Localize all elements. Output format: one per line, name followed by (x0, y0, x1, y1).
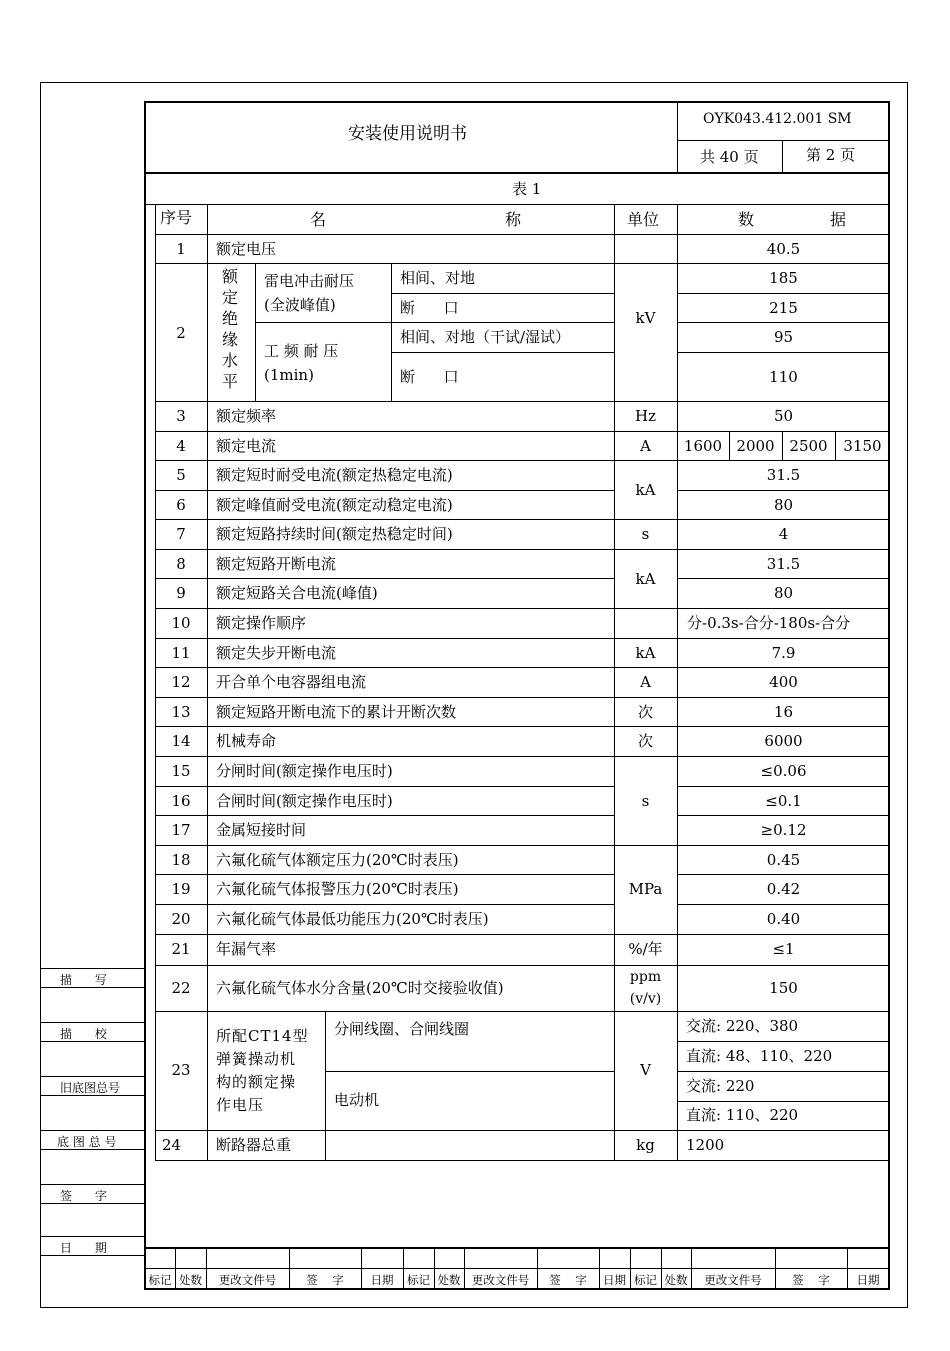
row-13-unit: 次 (637, 703, 653, 721)
row-4-value-1: 1600 (683, 437, 723, 455)
row-5-6-unit: kA (635, 481, 656, 499)
col-data-left: 数 (738, 210, 755, 229)
row-2-powerfreq-sub: (1min) (264, 366, 314, 384)
row-2-value-4: 110 (769, 368, 798, 386)
side-label-sign: 签 字 (60, 1189, 107, 1203)
row-14-name: 机械寿命 (216, 732, 277, 750)
row-2-phase-ground-wet: 相间、对地（干试/湿试） (400, 328, 571, 346)
row-23-coil-ac: 交流: 220、380 (686, 1017, 799, 1035)
row-23-motor-dc: 直流: 110、220 (686, 1106, 799, 1124)
side-label-base-no: 底 图 总 号 (57, 1135, 117, 1149)
row-15-value: ≤0.06 (760, 762, 807, 780)
row-22-value: 150 (769, 979, 798, 997)
row-5-name: 额定短时耐受电流(额定热稳定电流) (216, 466, 453, 484)
footer-date-3: 日期 (856, 1273, 880, 1287)
footer-change-doc-2: 更改文件号 (471, 1273, 530, 1287)
document-title: 安装使用说明书 (348, 124, 467, 144)
row-23-coil-dc: 直流: 48、110、220 (686, 1047, 833, 1065)
row-1-name: 额定电压 (216, 240, 277, 258)
row-21-unit: %/年 (628, 940, 663, 958)
row-6-value: 80 (773, 496, 794, 514)
row-13-value: 16 (773, 703, 794, 721)
row-8-name: 额定短路开断电流 (216, 555, 337, 573)
footer-mark-3: 标记 (634, 1273, 657, 1287)
row-1-value: 40.5 (766, 240, 801, 258)
row-23-name-line-1: 所配CT14型 (216, 1027, 309, 1045)
row-23-motor-ac: 交流: 220 (686, 1077, 755, 1095)
row-2-lightning-sub: (全波峰值) (264, 296, 336, 314)
side-label-old-base: 旧底图总号 (60, 1081, 121, 1095)
row-18-no: 18 (171, 851, 191, 869)
row-16-name: 合闸时间(额定操作电压时) (216, 792, 393, 810)
footer-mark-2: 标记 (407, 1273, 430, 1287)
row-3-unit: Hz (635, 407, 656, 425)
row-21-no: 21 (171, 940, 191, 958)
row-14-value: 6000 (764, 732, 803, 750)
row-2-break-b: 断 口 (400, 368, 459, 386)
col-data-right: 据 (830, 210, 847, 229)
row-14-unit: 次 (637, 732, 653, 750)
row-15-name: 分闸时间(额定操作电压时) (216, 762, 393, 780)
row-20-no: 20 (171, 910, 191, 928)
row-9-value: 80 (773, 584, 794, 602)
side-label-date: 日 期 (60, 1241, 107, 1255)
row-20-name: 六氟化硫气体最低功能压力(20℃时表压) (216, 910, 489, 928)
row-2-value-1: 185 (769, 269, 798, 287)
side-label-check: 描 校 (60, 1027, 107, 1041)
row-22-unit-bottom: (v/v) (629, 991, 662, 1007)
document-code: OYK043.412.001 SM (703, 111, 852, 127)
row-14-no: 14 (171, 732, 191, 750)
row-11-no: 11 (171, 644, 191, 662)
col-name-left: 名 (310, 210, 327, 229)
row-7-name: 额定短路持续时间(额定热稳定时间) (216, 525, 453, 543)
footer-change-doc-1: 更改文件号 (218, 1273, 277, 1287)
row-9-name: 额定短路关合电流(峰值) (216, 584, 378, 602)
row-2-value-3: 95 (773, 328, 794, 346)
row-10-no: 10 (171, 614, 191, 632)
row-17-value: ≥0.12 (760, 821, 807, 839)
row-16-value: ≤0.1 (765, 792, 802, 810)
row-3-name: 额定频率 (216, 407, 277, 425)
row-23-unit: V (640, 1061, 651, 1079)
row-21-name: 年漏气率 (216, 940, 277, 958)
row-15-17-unit: s (641, 792, 650, 810)
row-22-name: 六氟化硫气体水分含量(20℃时交接验收值) (216, 979, 504, 997)
row-19-name: 六氟化硫气体报警压力(20℃时表压) (216, 880, 459, 898)
row-18-20-unit: MPa (628, 880, 663, 898)
row-13-name: 额定短路开断电流下的累计开断次数 (216, 703, 457, 721)
footer-mark-1: 标记 (148, 1273, 172, 1287)
row-6-name: 额定峰值耐受电流(额定动稳定电流) (216, 496, 453, 514)
row-24-value: 1200 (686, 1136, 725, 1154)
footer-count-1: 处数 (179, 1273, 202, 1287)
row-23-no: 23 (171, 1061, 191, 1079)
row-23-name-line-2: 弹簧操动机 (216, 1050, 297, 1068)
row-11-name: 额定失步开断电流 (216, 644, 337, 662)
row-4-value-2: 2000 (736, 437, 775, 455)
row-4-name: 额定电流 (216, 437, 277, 455)
row-13-no: 13 (171, 703, 191, 721)
row-5-value: 31.5 (766, 466, 801, 484)
row-19-no: 19 (171, 880, 191, 898)
row-19-value: 0.42 (766, 880, 801, 898)
side-label-draw: 描 写 (60, 973, 107, 987)
row-4-no: 4 (176, 437, 186, 455)
row-20-value: 0.40 (766, 910, 801, 928)
row-24-name: 断路器总重 (216, 1136, 292, 1154)
footer-date-2: 日期 (603, 1273, 626, 1287)
footer-sign-2: 签 字 (549, 1273, 587, 1287)
row-10-name: 额定操作顺序 (216, 614, 307, 632)
row-3-value: 50 (773, 407, 794, 425)
footer-count-3: 处数 (664, 1273, 688, 1287)
row-1-no: 1 (176, 240, 186, 258)
row-23-coil: 分闸线圈、合闸线圈 (334, 1020, 470, 1038)
row-18-name: 六氟化硫气体额定压力(20℃时表压) (216, 851, 459, 869)
current-page: 第 2 页 (806, 146, 856, 164)
row-2-phase-ground: 相间、对地 (400, 269, 476, 287)
row-8-value: 31.5 (766, 555, 801, 573)
footer-date-1: 日期 (370, 1273, 394, 1287)
row-2-lightning-label: 雷电冲击耐压 (264, 272, 355, 290)
row-22-no: 22 (171, 979, 191, 997)
row-12-no: 12 (171, 673, 191, 691)
row-11-value: 7.9 (771, 644, 796, 662)
row-3-no: 3 (176, 407, 186, 425)
row-7-value: 4 (778, 525, 789, 543)
footer-sign-1: 签 字 (306, 1273, 344, 1287)
row-22-unit-top: ppm (629, 969, 662, 985)
row-7-unit: s (641, 525, 650, 543)
row-24-unit: kg (636, 1136, 655, 1154)
table-caption: 表 1 (512, 180, 542, 198)
footer-change-doc-3: 更改文件号 (704, 1273, 762, 1287)
row-8-9-unit: kA (635, 570, 656, 588)
row-5-no: 5 (176, 466, 186, 484)
row-12-unit: A (640, 673, 651, 691)
row-9-no: 9 (176, 584, 186, 602)
row-2-unit: kV (635, 309, 656, 327)
row-4-value-4: 3150 (843, 437, 882, 455)
col-index: 序号 (160, 208, 193, 227)
footer-count-2: 处数 (437, 1273, 461, 1287)
row-23-name-line-3: 构的额定操 (216, 1073, 297, 1091)
col-name-right: 称 (505, 210, 522, 229)
footer-sign-3: 签 字 (792, 1273, 830, 1287)
row-2-powerfreq-label: 工 频 耐 压 (264, 342, 339, 360)
row-24-no: 24 (162, 1136, 182, 1154)
row-2-no: 2 (176, 324, 186, 342)
row-16-no: 16 (171, 792, 191, 810)
row-17-name: 金属短接时间 (216, 821, 307, 839)
total-pages: 共 40 页 (700, 148, 759, 166)
row-12-name: 开合单个电容器组电流 (216, 673, 367, 691)
row-7-no: 7 (176, 525, 186, 543)
row-11-unit: kA (635, 644, 656, 662)
row-23-motor: 电动机 (334, 1091, 380, 1109)
row-21-value: ≤1 (772, 940, 795, 958)
row-4-unit: A (640, 437, 651, 455)
row-15-no: 15 (171, 762, 191, 780)
row-17-no: 17 (171, 821, 191, 839)
row-2-value-2: 215 (769, 299, 798, 317)
row-2-group-label: 额定绝缘水平 (222, 267, 239, 391)
col-unit: 单位 (627, 210, 660, 229)
row-4-value-3: 2500 (789, 437, 828, 455)
row-18-value: 0.45 (766, 851, 801, 869)
row-8-no: 8 (176, 555, 186, 573)
row-23-name-line-4: 作电压 (216, 1096, 265, 1114)
row-10-value: 分-0.3s-合分-180s-合分 (687, 614, 851, 632)
row-12-value: 400 (769, 673, 798, 691)
row-2-break-a: 断 口 (400, 299, 459, 317)
row-6-no: 6 (176, 496, 186, 514)
